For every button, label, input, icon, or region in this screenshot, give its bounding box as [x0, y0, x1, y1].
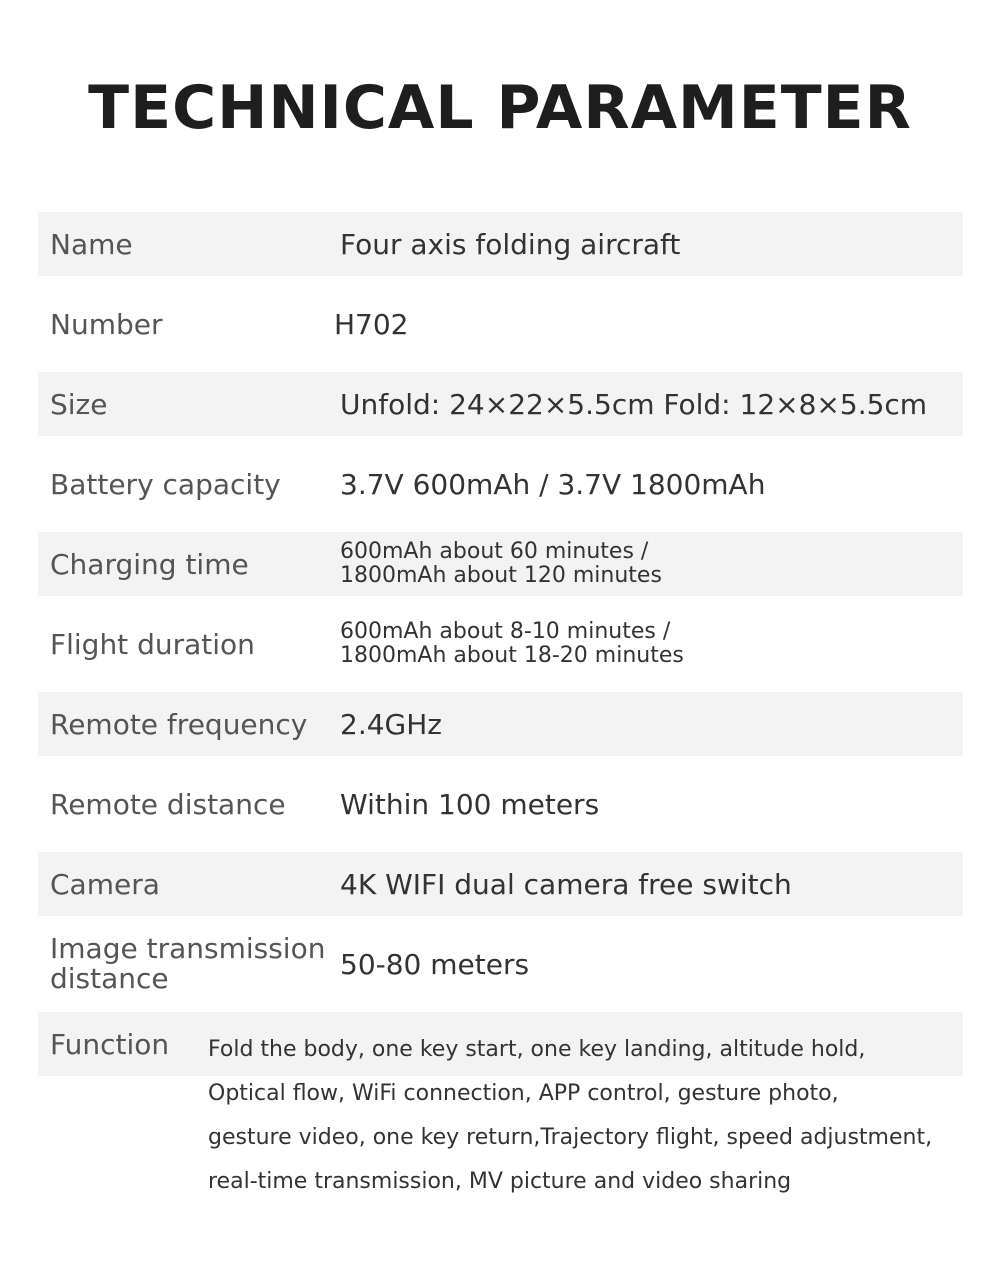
spec-value-line: 1800mAh about 120 minutes [340, 563, 662, 588]
function-line: real-time transmission, MV picture and video sharing [208, 1169, 792, 1194]
spec-value: Four axis folding aircraft [340, 227, 681, 261]
spec-label: Charging time [50, 547, 249, 581]
spec-value-line: 1800mAh about 18-20 minutes [340, 643, 684, 668]
spec-table [38, 212, 963, 1012]
spec-label: Image transmission distance [50, 932, 326, 995]
spec-row-image-transmission [38, 932, 963, 996]
spec-label: Flight duration [50, 627, 255, 661]
function-line: Fold the body, one key start, one key landing, altitude hold, [208, 1037, 866, 1062]
spec-value-line: 600mAh about 8-10 minutes / [340, 619, 671, 644]
spec-row-frequency [38, 692, 963, 756]
spec-value-line: 600mAh about 60 minutes / [340, 539, 649, 564]
spec-label: Function [50, 1028, 170, 1061]
spec-value [340, 612, 940, 676]
spec-row-camera [38, 852, 963, 916]
spec-row-number [38, 292, 963, 356]
spec-value: 2.4GHz [340, 707, 442, 741]
spec-value: H702 [334, 307, 409, 341]
spec-row-battery [38, 452, 963, 516]
spec-label: Size [50, 387, 108, 421]
spec-value: Within 100 meters [340, 787, 600, 821]
page-title: TECHNICAL PARAMETER [88, 73, 912, 143]
spec-label: Name [50, 227, 133, 261]
spec-label: Battery capacity [50, 467, 281, 501]
spec-value: 50-80 meters [340, 947, 530, 981]
spec-row-distance [38, 772, 963, 836]
function-description [208, 1028, 968, 1204]
spec-label: Remote distance [50, 787, 286, 821]
spec-value [340, 532, 940, 596]
spec-label: Number [50, 307, 163, 341]
spec-value: 4K WIFI dual camera free switch [340, 867, 792, 901]
spec-label: Remote frequency [50, 707, 308, 741]
spec-row-flight [38, 612, 963, 676]
function-line: gesture video, one key return,Trajectory flight, speed adjustment, [208, 1125, 933, 1150]
spec-value: Unfold: 24×22×5.5cm Fold: 12×8×5.5cm [340, 387, 928, 421]
spec-row-charging [38, 532, 963, 596]
function-line: Optical flow, WiFi connection, APP control, gesture photo, [208, 1081, 839, 1106]
spec-row-size [38, 372, 963, 436]
spec-value: 3.7V 600mAh / 3.7V 1800mAh [340, 467, 766, 501]
spec-row-name [38, 212, 963, 276]
spec-label: Camera [50, 867, 160, 901]
